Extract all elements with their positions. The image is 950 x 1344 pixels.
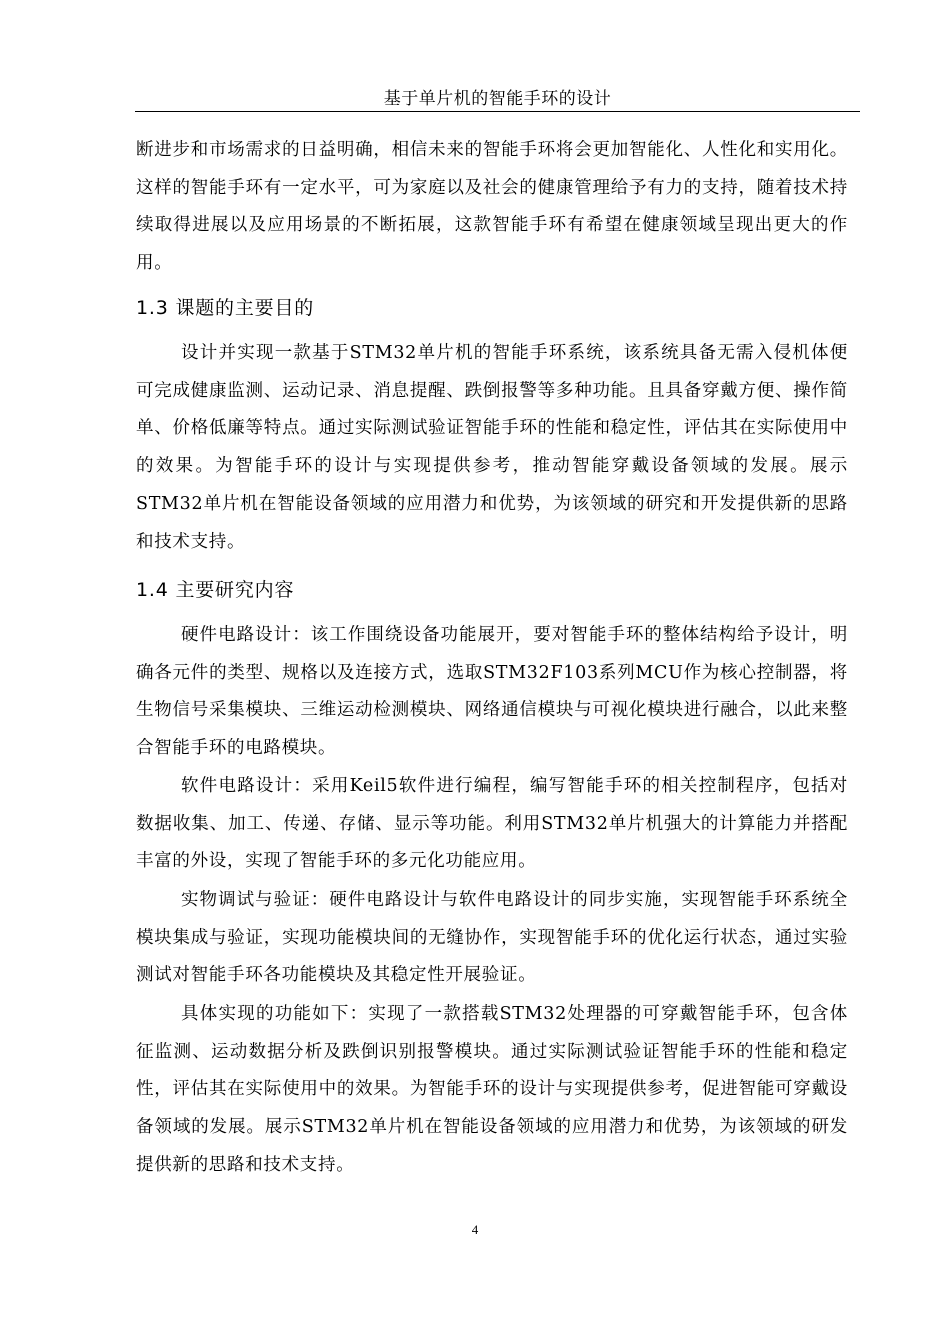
paragraph-hardware-design: 硬件电路设计：该工作围绕设备功能展开，要对智能手环的整体结构给予设计，明确各元件的类型、规格以及连接方式，选取STM32F103系列MCU作为核心控制器，将生物信号采集模块、三维运动检测模块、网络通信模块与可视化模块进行融合，以此来整合智能手环的电路模块。: [136, 625, 848, 759]
paragraph-implemented-functions: 具体实现的功能如下：实现了一款搭载STM32处理器的可穿戴智能手环，包含体征监测、运动数据分析及跌倒识别报警模块。通过实际测试验证智能手环的性能和稳定性，评估其在实际使用中的效果。为智能手环的设计与实现提供参考，促进智能可穿戴设备领域的发展。展示STM32单片机在智能设备领域的应用潜力和优势，为该领域的研发提供新的思路和技术支持。: [136, 1004, 848, 1175]
page-number: 4: [471, 1222, 479, 1237]
section-heading-1-4: 1.4 主要研究内容: [136, 579, 295, 601]
paragraph-purpose: 设计并实现一款基于STM32单片机的智能手环系统，该系统具备无需入侵机体便可完成健康监测、运动记录、消息提醒、跌倒报警等多种功能。且具备穿戴方便、操作简单、价格低廉等特点。通过实际测试验证智能手环的性能和稳定性，评估其在实际使用中的效果。为智能手环的设计与实现提供参考，推动智能穿戴设备领域的发展。展示STM32单片机在智能设备领域的应用潜力和优势，为该领域的研究和开发提供新的思路和技术支持。: [136, 343, 848, 552]
running-header-title: 基于单片机的智能手环的设计: [383, 89, 612, 109]
paragraph-debug-verification: 实物调试与验证：硬件电路设计与软件电路设计的同步实施，实现智能手环系统全模块集成与验证，实现功能模块间的无缝协作，实现智能手环的优化运行状态，通过实验测试对智能手环各功能模块及其稳定性开展验证。: [136, 890, 848, 986]
paragraph-software-design: 软件电路设计：采用Keil5软件进行编程，编写智能手环的相关控制程序，包括对数据收集、加工、传递、存储、显示等功能。利用STM32单片机强大的计算能力并搭配丰富的外设，实现了智能手环的多元化功能应用。: [136, 776, 848, 872]
paragraph-continuation: 断进步和市场需求的日益明确，相信未来的智能手环将会更加智能化、人性化和实用化。这样的智能手环有一定水平，可为家庭以及社会的健康管理给予有力的支持，随着技术持续取得进展以及应用场景的不断拓展，这款智能手环有希望在健康领域呈现出更大的作用。: [136, 140, 848, 274]
header-divider: [135, 111, 860, 112]
section-heading-1-3: 1.3 课题的主要目的: [136, 297, 315, 319]
